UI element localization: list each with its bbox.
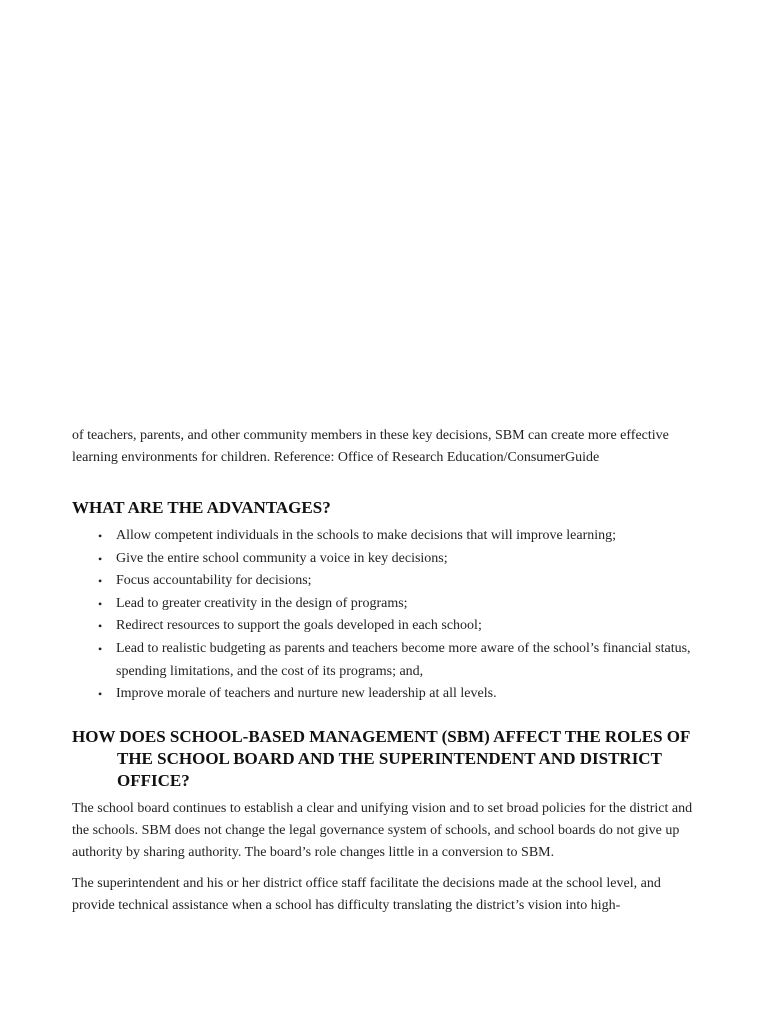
list-item: [98, 638, 702, 683]
advantages-heading: WHAT ARE THE ADVANTAGES?: [72, 498, 331, 517]
bullet-icon: •: [98, 641, 103, 656]
bullet-icon: •: [98, 574, 103, 589]
list-item: [98, 615, 702, 638]
superintendent-paragraph: The superintendent and his or her district office staff facilitate the decisions made at the school level, and provide technical assistance when a school has difficulty translating the district’s vision into high-: [72, 875, 661, 913]
bullet-icon: •: [98, 596, 103, 611]
school-board-paragraph: The school board continues to establish a clear and unifying vision and to set broad policies for the district and the schools. SBM does not change the legal governance system of schools, and school boards do not give up authority by sharing authority. The board’s role changes little in a conversion to SBM.: [72, 800, 693, 860]
list-item-text: Focus accountability for decisions;: [116, 573, 312, 589]
list-item-text: Lead to realistic budgeting as parents and teachers become more aware of the school’s financial status, spending limitations, and the cost of its programs; and,: [116, 640, 691, 679]
bullet-icon: •: [98, 551, 103, 566]
bullet-icon: •: [98, 619, 103, 634]
bullet-icon: •: [98, 687, 103, 702]
advantages-list: [72, 525, 702, 706]
list-item: [98, 683, 702, 706]
bullet-icon: •: [98, 529, 103, 543]
list-item: [98, 548, 702, 571]
document-page: [72, 425, 702, 917]
list-item-text: Give the entire school community a voice in key decisions;: [116, 550, 448, 566]
list-item: [98, 593, 702, 616]
list-item-text: Improve morale of teachers and nurture new leadership at all levels.: [116, 686, 497, 702]
list-item: [98, 570, 702, 593]
list-item-text: Lead to greater creativity in the design of programs;: [116, 595, 408, 611]
list-item: [98, 525, 702, 548]
list-item-text: Allow competent individuals in the schools to make decisions that will improve learning;: [116, 528, 617, 543]
list-item-text: Redirect resources to support the goals developed in each school;: [116, 618, 482, 634]
sbm-roles-heading: HOW DOES SCHOOL-BASED MANAGEMENT (SBM) AFFECT THE ROLES OF THE SCHOOL BOARD AND THE SUPERINTENDENT AND DISTRICT OFFICE?: [72, 726, 690, 790]
intro-continuation-paragraph: of teachers, parents, and other community members in these key decisions, SBM can create more effective learning environments for children. Reference: Office of Research Education/ConsumerGuide: [72, 428, 669, 465]
